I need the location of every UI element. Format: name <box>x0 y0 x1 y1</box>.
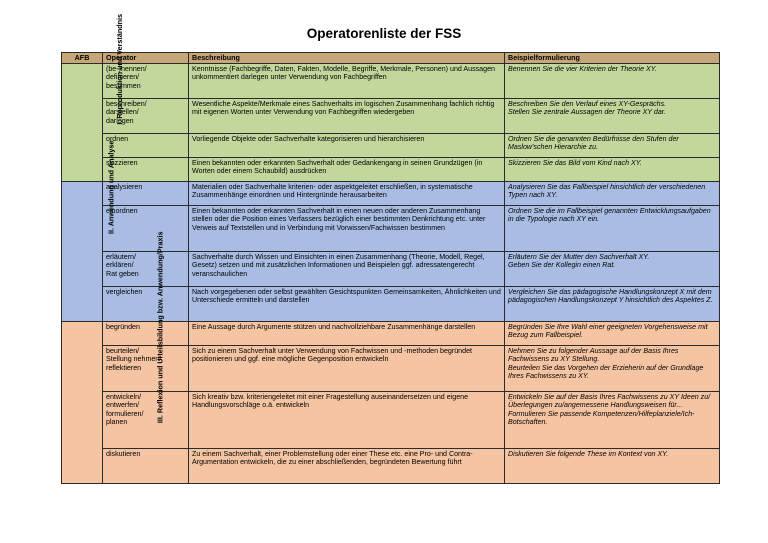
page-title: Operatorenliste der FSS <box>306 26 462 41</box>
operator-cell: erläutern/ erklären/ Rat geben <box>103 251 189 286</box>
table-row <box>62 157 720 181</box>
table-row <box>62 448 720 483</box>
table-row <box>62 63 720 98</box>
example-cell: Entwickeln Sie auf der Basis Ihres Fachwissens zu XY Ideen zu/Überlegungen zu/angemessene Handlungsweisen für... Formulieren Sie passende Kompetenzen/Hilfeplanziele/Ich-Botschaften. <box>505 391 720 448</box>
afb-label-section-2: II. Anwendung und Analyse <box>106 140 116 234</box>
table-row <box>62 133 720 157</box>
operator-cell: (be-)nennen/ definieren/ bestimmen <box>103 63 189 98</box>
example-cell: Vergleichen Sie das pädagogische Handlungskonzept X mit dem pädagogischen Handlungskonzept Y hinsichtlich des Aspektes Z. <box>505 286 720 321</box>
example-cell: Beschreiben Sie den Verlauf eines XY-Gesprächs. Stellen Sie zentrale Aussagen der Theorie XY dar. <box>505 98 720 133</box>
afb-label-section-1: I. Reproduktion und Verständnis <box>114 13 124 125</box>
example-cell: Nehmen Sie zu folgender Aussage auf der Basis Ihres Fachwissens zu XY Stellung. Beurteilen Sie das Vorgehen der Erzieherin auf der Grundlage Ihres Fachwissens zu XY. <box>505 345 720 391</box>
operator-cell: entwickeln/ entwerfen/ formulieren/ planen <box>103 391 189 448</box>
description-cell: Vorliegende Objekte oder Sachverhalte kategorisieren und hierarchisieren <box>189 133 505 157</box>
example-cell: Erläutern Sie der Mutter den Sachverhalt XY. Geben Sie der Kollegin einen Rat. <box>505 251 720 286</box>
description-cell: Sich kreativ bzw. kriteriengeleitet mit einer Fragestellung auseinandersetzen und eigene Handlungsvorschläge o.ä. entwickeln <box>189 391 505 448</box>
example-cell: Begründen Sie Ihre Wahl einer geeigneten Vorgehensweise mit Bezug zum Fallbeispiel. <box>505 321 720 345</box>
example-cell: Ordnen Sie die im Fallbeispiel genannten Entwicklungsaufgaben in die Typologie nach XY ein. <box>505 205 720 251</box>
table-row <box>62 181 720 205</box>
description-cell: Sich zu einem Sachverhalt unter Verwendung von Fachwissen und -methoden begründet positionieren und ggf. eine mögliche Gegenposition entwickeln <box>189 345 505 391</box>
header-afb: AFB <box>62 53 103 64</box>
operator-cell: ordnen <box>103 133 189 157</box>
description-cell: Eine Aussage durch Argumente stützen und nachvollziehbare Zusammenhänge darstellen <box>189 321 505 345</box>
description-cell: Kenntnisse (Fachbegriffe, Daten, Fakten, Modelle, Begriffe, Merkmale, Personen) und Aussagen unkommentiert darlegen unter Verwendung von Fachbegriffen <box>189 63 505 98</box>
header-beschreibung: Beschreibung <box>189 53 505 64</box>
example-cell: Skizzieren Sie das Bild vom Kind nach XY. <box>505 157 720 181</box>
description-cell: Zu einem Sachverhalt, einer Problemstellung oder einer These etc. eine Pro- und Contra-Argumentation entwickeln, die zu einer abschließenden, begründeten Bewertung führt <box>189 448 505 483</box>
example-cell: Diskutieren Sie folgende These im Kontext von XY. <box>505 448 720 483</box>
operator-cell: beschreiben/ darstellen/ darlegen <box>103 98 189 133</box>
operator-cell: einordnen <box>103 205 189 251</box>
description-cell: Einen bekannten oder erkannten Sachverhalt in einen neuen oder anderen Zusammenhang stellen oder die Position eines Verfassers bezüglich einer bestimmten Denkrichtung etc. unter Verweis auf Textstellen und in Verbindung mit Vorwissen/Fachwissen bestimmen <box>189 205 505 251</box>
description-cell: Wesentliche Aspekte/Merkmale eines Sachverhalts im logischen Zusammenhang fachlich richtig mit eigenen Worten unter Verwendung von Fachbegriffen wiedergeben <box>189 98 505 133</box>
operator-cell: skizzieren <box>103 157 189 181</box>
table-row <box>62 98 720 133</box>
description-cell: Einen bekannten oder erkannten Sachverhalt oder Gedankengang in seinen Grundzügen (in Worten oder einem Schaubild) ausdrücken <box>189 157 505 181</box>
description-cell: Nach vorgegebenen oder selbst gewählten Gesichtspunkten Gemeinsamkeiten, Ähnlichkeiten und Unterschiede ermitteln und darstellen <box>189 286 505 321</box>
operator-cell: diskutieren <box>103 448 189 483</box>
example-cell: Analysieren Sie das Fallbeispiel hinsichtlich der verschiedenen Typen nach XY. <box>505 181 720 205</box>
table-row <box>62 321 720 345</box>
example-cell: Benennen Sie die vier Kriterien der Theorie XY. <box>505 63 720 98</box>
description-cell: Sachverhalte durch Wissen und Einsichten in einen Zusammenhang (Theorie, Modell, Regel, Gesetz) setzen und mit zusätzlichen Informationen und Beispielen ggf. adressatengerecht veranschaulichen <box>189 251 505 286</box>
description-cell: Materialien oder Sachverhalte kriterien- oder aspektgeleitet erschließen, in systematische Zusammenhänge einordnen und Hintergründe herausarbeiten <box>189 181 505 205</box>
afb-cell-section-2 <box>62 140 116 321</box>
afb-label-section-3: III. Reflexion und Urteilsbildung bzw. Anwendung/Praxis <box>155 231 165 423</box>
example-cell: Ordnen Sie die genannten Bedürfnisse den Stufen der Maslow'schen Hierarchie zu. <box>505 133 720 157</box>
operator-cell: vergleichen <box>103 286 189 321</box>
operator-cell: begründen <box>103 321 189 345</box>
header-operator: Operator <box>103 53 189 64</box>
operator-cell: beurteilen/ Stellung nehmen/ reflektieren <box>103 345 189 391</box>
operator-cell: analysieren <box>103 181 189 205</box>
header-beispiel: Beispielformulierung <box>505 53 720 64</box>
table-header-row <box>62 53 720 64</box>
